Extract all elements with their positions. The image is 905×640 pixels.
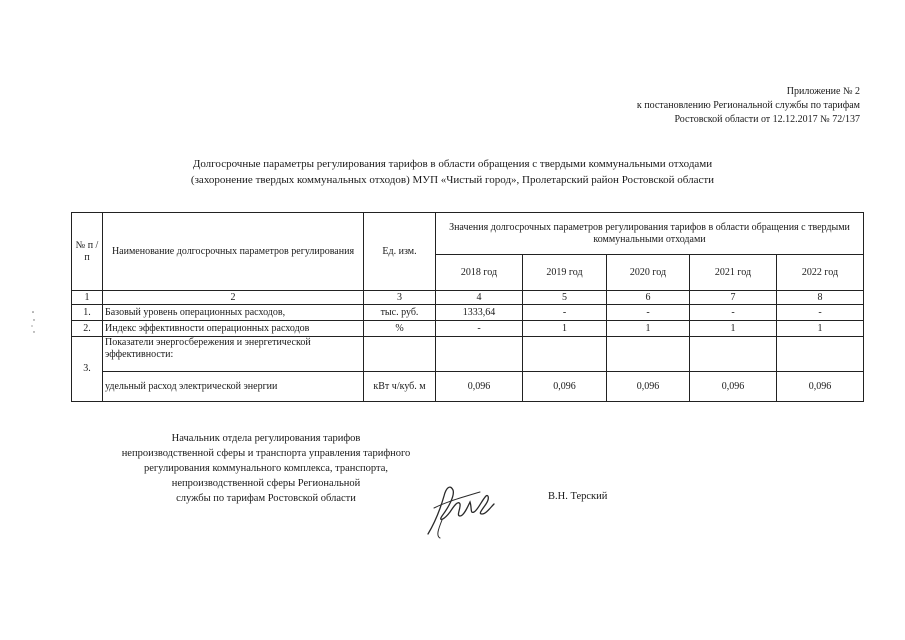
handwritten-signature [420, 478, 500, 540]
table-row [72, 372, 864, 402]
empty-cell [777, 337, 864, 372]
header-year: 2021 год [690, 255, 777, 291]
header-number: № п /п [72, 213, 103, 291]
row-value: 1333,64 [436, 305, 523, 321]
table-row [72, 321, 864, 337]
row-unit: % [364, 321, 436, 337]
appendix-line-2: к постановлению Региональной службы по тарифам [636, 100, 860, 111]
empty-cell [436, 337, 523, 372]
row-value: 0,096 [436, 372, 523, 402]
header-year: 2018 год [436, 255, 523, 291]
row-sub-parameter-name: удельный расход электрической энергии [103, 372, 364, 402]
row-value: 0,096 [777, 372, 864, 402]
column-number: 6 [607, 291, 690, 305]
signatory-line-1: Начальник отдела регулирования тарифов [171, 433, 361, 444]
header-values-group: Значения долгосрочных параметров регулирования тарифов в области обращения с твердыми коммунальными отходами [436, 213, 864, 255]
column-number: 1 [72, 291, 103, 305]
row-parameter-name: Индекс эффективности операционных расходов [103, 321, 364, 337]
parameters-table [71, 212, 864, 402]
signatory-line-3: регулирования коммунального комплекса, транспорта, [143, 463, 389, 474]
column-numbers-row [72, 291, 864, 305]
appendix-line-1: Приложение № 2 [786, 86, 860, 97]
empty-cell [523, 337, 607, 372]
row-value: - [436, 321, 523, 337]
row-number: 2. [72, 321, 103, 337]
row-number: 3. [72, 337, 103, 402]
row-value: - [523, 305, 607, 321]
title-line-2: (захоронение твердых коммунальных отходов) МУП «Чистый город», Пролетарский район Ростовской области [190, 174, 715, 186]
signatory-line-2: непроизводственной сферы и транспорта управления тарифного [121, 448, 411, 459]
header-year: 2019 год [523, 255, 607, 291]
column-number: 2 [103, 291, 364, 305]
signatory-line-5: службы по тарифам Ростовской области [176, 493, 356, 504]
column-number: 7 [690, 291, 777, 305]
row-number: 1. [72, 305, 103, 321]
empty-cell [690, 337, 777, 372]
row-unit: кВт ч/куб. м [364, 372, 436, 402]
row-value: 1 [690, 321, 777, 337]
signatory-line-4: непроизводственной сферы Региональной [171, 478, 361, 489]
row-value: - [690, 305, 777, 321]
document-title [0, 156, 905, 188]
appendix-header [637, 85, 860, 127]
row-group-name: Показатели энергосбережения и энергетической эффективности: [103, 337, 364, 372]
row-value: - [777, 305, 864, 321]
column-number: 4 [436, 291, 523, 305]
signatory-title [90, 431, 442, 506]
empty-cell [607, 337, 690, 372]
header-parameter-name: Наименование долгосрочных параметров регулирования [103, 213, 364, 291]
row-unit: тыс. руб. [364, 305, 436, 321]
row-value: 0,096 [607, 372, 690, 402]
title-line-1: Долгосрочные параметры регулирования тарифов в области обращения с твердыми коммунальными отходами [192, 158, 713, 170]
row-value: 1 [607, 321, 690, 337]
row-parameter-name: Базовый уровень операционных расходов, [103, 305, 364, 321]
row-value: 0,096 [523, 372, 607, 402]
signer-name: В.Н. Терский [548, 491, 608, 502]
column-number: 5 [523, 291, 607, 305]
row-value: - [607, 305, 690, 321]
appendix-line-3: Ростовской области от 12.12.2017 № 72/137 [674, 114, 860, 125]
table-row [72, 305, 864, 321]
column-number: 3 [364, 291, 436, 305]
column-number: 8 [777, 291, 864, 305]
empty-cell [364, 337, 436, 372]
row-value: 0,096 [690, 372, 777, 402]
margin-specks [30, 310, 38, 336]
header-year: 2020 год [607, 255, 690, 291]
row-value: 1 [523, 321, 607, 337]
header-unit: Ед. изм. [364, 213, 436, 291]
row-value: 1 [777, 321, 864, 337]
header-year: 2022 год [777, 255, 864, 291]
